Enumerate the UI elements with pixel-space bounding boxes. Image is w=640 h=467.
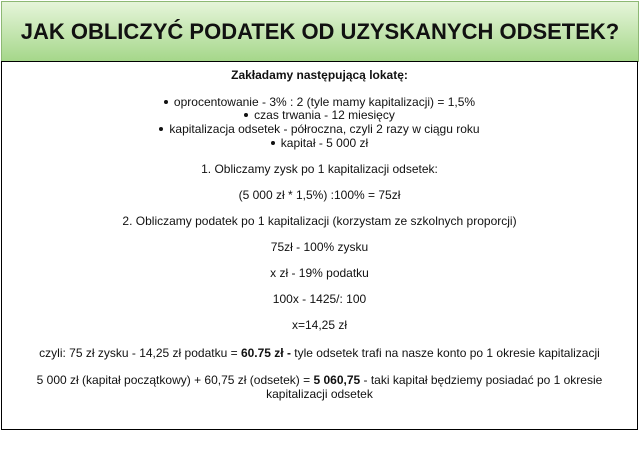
step1-heading: 1. Obliczamy zysk po 1 kapitalizacji odsetek:	[201, 162, 438, 176]
proportion-result: x=14,25 zł	[291, 318, 348, 332]
bullet-text: kapitał - 5 000 zł	[280, 136, 369, 150]
summary-text: - taki kapitał będziemy posiadać po 1 okresie	[360, 373, 603, 387]
summary-text: tyle odsetek trafi na nasze konto po 1 okresie kapitalizacji	[290, 346, 600, 360]
intro-heading: Zakładamy następującą lokatę:	[231, 68, 408, 82]
step1-formula: (5 000 zł * 1,5%) :100% = 75zł	[238, 188, 401, 202]
bullet-text: czas trwania - 12 miesięcy	[254, 108, 395, 122]
bullet-icon	[244, 113, 248, 117]
summary-highlight: 60.75 zł -	[240, 346, 291, 360]
summary-text: czyli: 75 zł zysku - 14,25 zł podatku =	[39, 346, 241, 360]
bullet-item	[2, 108, 637, 122]
bullet-text: kapitalizacja odsetek - półroczna, czyli 2 razy w ciągu roku	[169, 122, 480, 136]
bullet-item	[2, 122, 637, 136]
summary-highlight: 5 060,75	[313, 373, 361, 387]
proportion-line: 75zł - 100% zysku	[270, 240, 369, 254]
bullet-item	[2, 136, 637, 150]
summary-capital-cont: kapitalizacji odsetek	[266, 387, 373, 401]
page-title: JAK OBLICZYĆ PODATEK OD UZYSKANYCH ODSETEK?	[20, 18, 620, 44]
summary-text: 5 000 zł (kapitał początkowy) + 60,75 zł (odsetek) =	[36, 373, 314, 387]
content-box	[1, 61, 638, 430]
bullet-icon	[271, 141, 275, 145]
proportion-line: x zł - 19% podatku	[270, 266, 369, 280]
bullet-text: oprocentowanie - 3% : 2 (tyle mamy kapitalizacji) = 1,5%	[173, 95, 476, 109]
summary-capital	[2, 373, 637, 387]
proportion-line: 100x - 1425/: 100	[272, 292, 367, 306]
summary-net-interest	[2, 346, 637, 360]
bullet-icon	[159, 127, 163, 131]
bullet-icon	[164, 100, 168, 104]
step2-heading: 2. Obliczamy podatek po 1 kapitalizacji (korzystam ze szkolnych proporcji)	[122, 214, 517, 228]
title-banner	[1, 1, 639, 62]
bullet-item	[2, 95, 637, 109]
